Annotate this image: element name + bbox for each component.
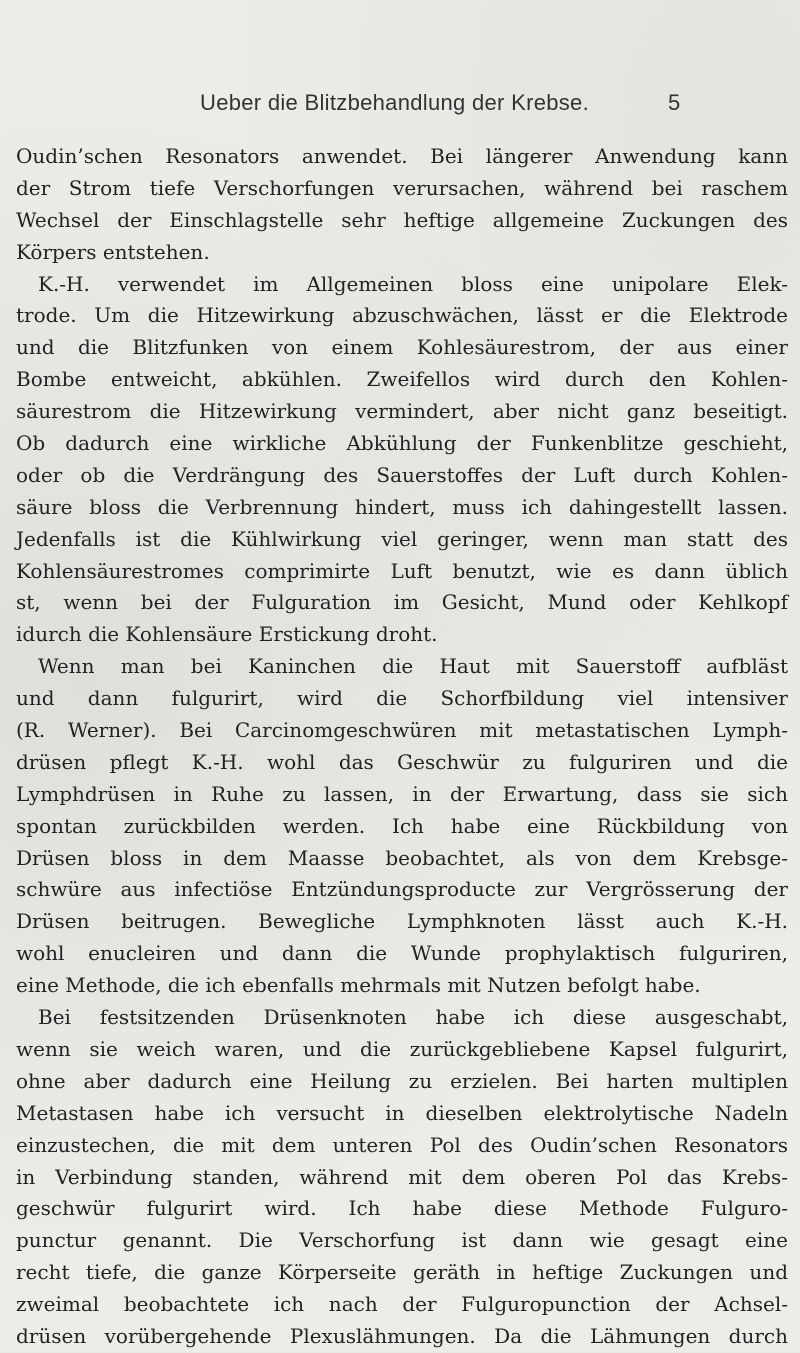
running-title: Ueber die Blitzbehandlung der Krebse. (200, 90, 590, 115)
text-line: Drüsen bloss in dem Maasse beobachtet, als von dem Krebsge- (16, 845, 788, 870)
text-line: ohne aber dadurch eine Heilung zu erzielen. Bei harten multiplen (16, 1068, 788, 1093)
text-line: Oudin’schen Resonators anwendet. Bei längerer Anwendung kann (16, 144, 788, 168)
text-line: idurch die Kohlensäure Erstickung droht. (16, 622, 438, 647)
text-line: wenn sie weich waren, und die zurückgebliebene Kapsel fulgurirt, (16, 1036, 788, 1061)
text-line: st, wenn bei der Fulguration im Gesicht, Mund oder Kehlkopf (16, 590, 788, 615)
text-line: Ob dadurch eine wirkliche Abkühlung der Funkenblitze geschieht, (16, 431, 788, 456)
text-line: drüsen pflegt K.-H. wohl das Geschwür zu fulguriren und die (16, 749, 788, 774)
text-line: und dann fulgurirt, wird die Schorfbildung viel intensiver (16, 686, 788, 711)
text-line: Bei festsitzenden Drüsenknoten habe ich diese ausgeschabt, (38, 1005, 788, 1030)
body-text (16, 141, 788, 1353)
text-line: drüsen vorübergehende Plexuslähmungen. Da die Lähmungen durch (16, 1323, 788, 1348)
text-line: einzustechen, die mit dem unteren Pol des Oudin’schen Resonators (16, 1132, 788, 1157)
text-line: eine Methode, die ich ebenfalls mehrmals mit Nutzen befolgt habe. (16, 973, 701, 998)
text-line: geschwür fulgurirt wird. Ich habe diese Methode Fulguro- (16, 1196, 788, 1221)
text-line: Körpers entstehen. (16, 239, 210, 264)
text-line: schwüre aus infectiöse Entzündungsproducte zur Vergrösserung der (16, 877, 788, 902)
page-number: 5 (668, 90, 681, 115)
text-line: und die Blitzfunken von einem Kohlesäurestrom, der aus einer (16, 335, 788, 360)
text-line: der Strom tiefe Verschorfungen verursachen, während bei raschem (16, 175, 788, 200)
text-line: wohl enucleiren und dann die Wunde prophylaktisch fulguriren, (16, 941, 788, 966)
text-line: säurestrom die Hitzewirkung vermindert, aber nicht ganz beseitigt. (16, 399, 788, 424)
text-line: recht tiefe, die ganze Körperseite geräth in heftige Zuckungen und (16, 1260, 788, 1285)
text-line: Wenn man bei Kaninchen die Haut mit Sauerstoff aufbläst (38, 654, 788, 679)
text-line: Bombe entweicht, abkühlen. Zweifellos wird durch den Kohlen- (16, 367, 788, 392)
text-line: Drüsen beitrugen. Bewegliche Lymphknoten lässt auch K.-H. (16, 909, 788, 934)
text-line: in Verbindung standen, während mit dem oberen Pol das Krebs- (16, 1164, 788, 1189)
text-line: Kohlensäurestromes comprimirte Luft benutzt, wie es dann üblich (16, 558, 788, 583)
text-line: Lymphdrüsen in Ruhe zu lassen, in der Erwartung, dass sie sich (16, 781, 788, 806)
text-line: zweimal beobachtete ich nach der Fulguropunction der Achsel- (16, 1292, 788, 1317)
text-line: Jedenfalls ist die Kühlwirkung viel geringer, wenn man statt des (16, 526, 788, 551)
text-line: (R. Werner). Bei Carcinomgeschwüren mit metastatischen Lymph- (16, 718, 788, 743)
text-line: trode. Um die Hitzewirkung abzuschwächen, lässt er die Elektrode (16, 303, 788, 328)
text-line: oder ob die Verdrängung des Sauerstoffes der Luft durch Kohlen- (16, 462, 788, 487)
text-line: Metastasen habe ich versucht in dieselben elektrolytische Nadeln (16, 1100, 788, 1125)
text-line: K.-H. verwendet im Allgemeinen bloss eine unipolare Elek- (38, 271, 788, 296)
text-line: säure bloss die Verbrennung hindert, muss ich dahingestellt lassen. (16, 494, 788, 519)
text-line: spontan zurückbilden werden. Ich habe eine Rückbildung von (16, 813, 788, 838)
text-line: punctur genannt. Die Verschorfung ist dann wie gesagt eine (16, 1228, 788, 1253)
text-line: Wechsel der Einschlagstelle sehr heftige allgemeine Zuckungen des (16, 207, 788, 232)
running-head (0, 90, 800, 124)
